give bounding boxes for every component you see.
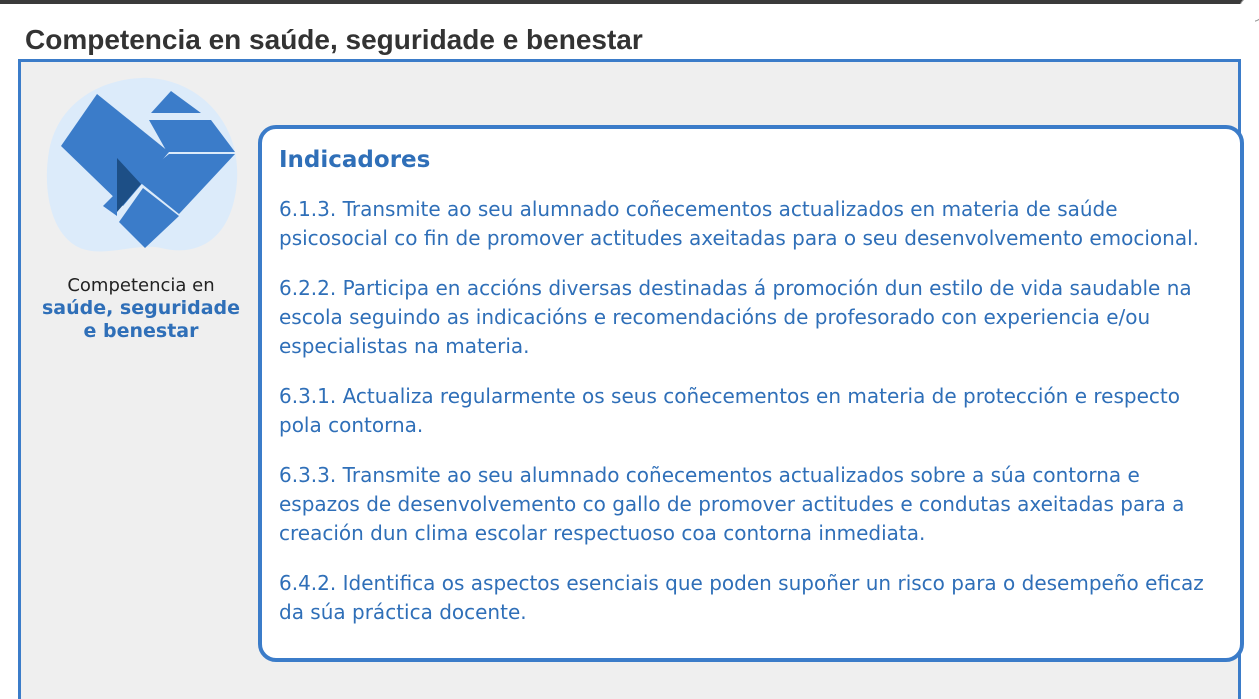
competency-panel [18,59,1241,699]
dialog-title: Competencia en saúde, seguridade e benestar [25,24,643,55]
indicators-heading: Indicadores [279,147,431,173]
indicator-item: 6.2.2. Participa en accións diversas destinadas á promoción dun estilo de vida saudable na escola seguindo as indicacións e recomendacións de profesorado con experiencia e/ou especialistas na materia. [279,276,1192,358]
tangram-heart-icon [41,76,241,266]
indicator-item: 6.3.3. Transmite ao seu alumnado coñecementos actualizados sobre a súa contorna e espazos de desenvolvemento co gallo de promover actitudes e condutas axeitadas para a creación dun clima escolar respectuoso coa contorna inmediata. [279,463,1185,545]
indicators-card [258,125,1244,662]
competency-label [35,274,247,343]
competency-label-line2: saúde, seguridade e benestar [41,297,241,342]
indicator-item: 6.3.1. Actualiza regularmente os seus coñecementos en materia de protección e respecto pola contorna. [279,384,1180,437]
indicator-item: 6.1.3. Transmite ao seu alumnado coñecementos actualizados en materia de saúde psicosocial co fin de promover actitudes axeitadas para o seu desenvolvemento emocional. [279,197,1199,250]
indicator-item: 6.4.2. Identifica os aspectos esenciais que poden supoñer un risco para o desempeño eficaz da súa práctica docente. [279,571,1204,624]
competency-label-line1: Competencia en [67,275,215,296]
competency-dialog [4,4,1255,679]
